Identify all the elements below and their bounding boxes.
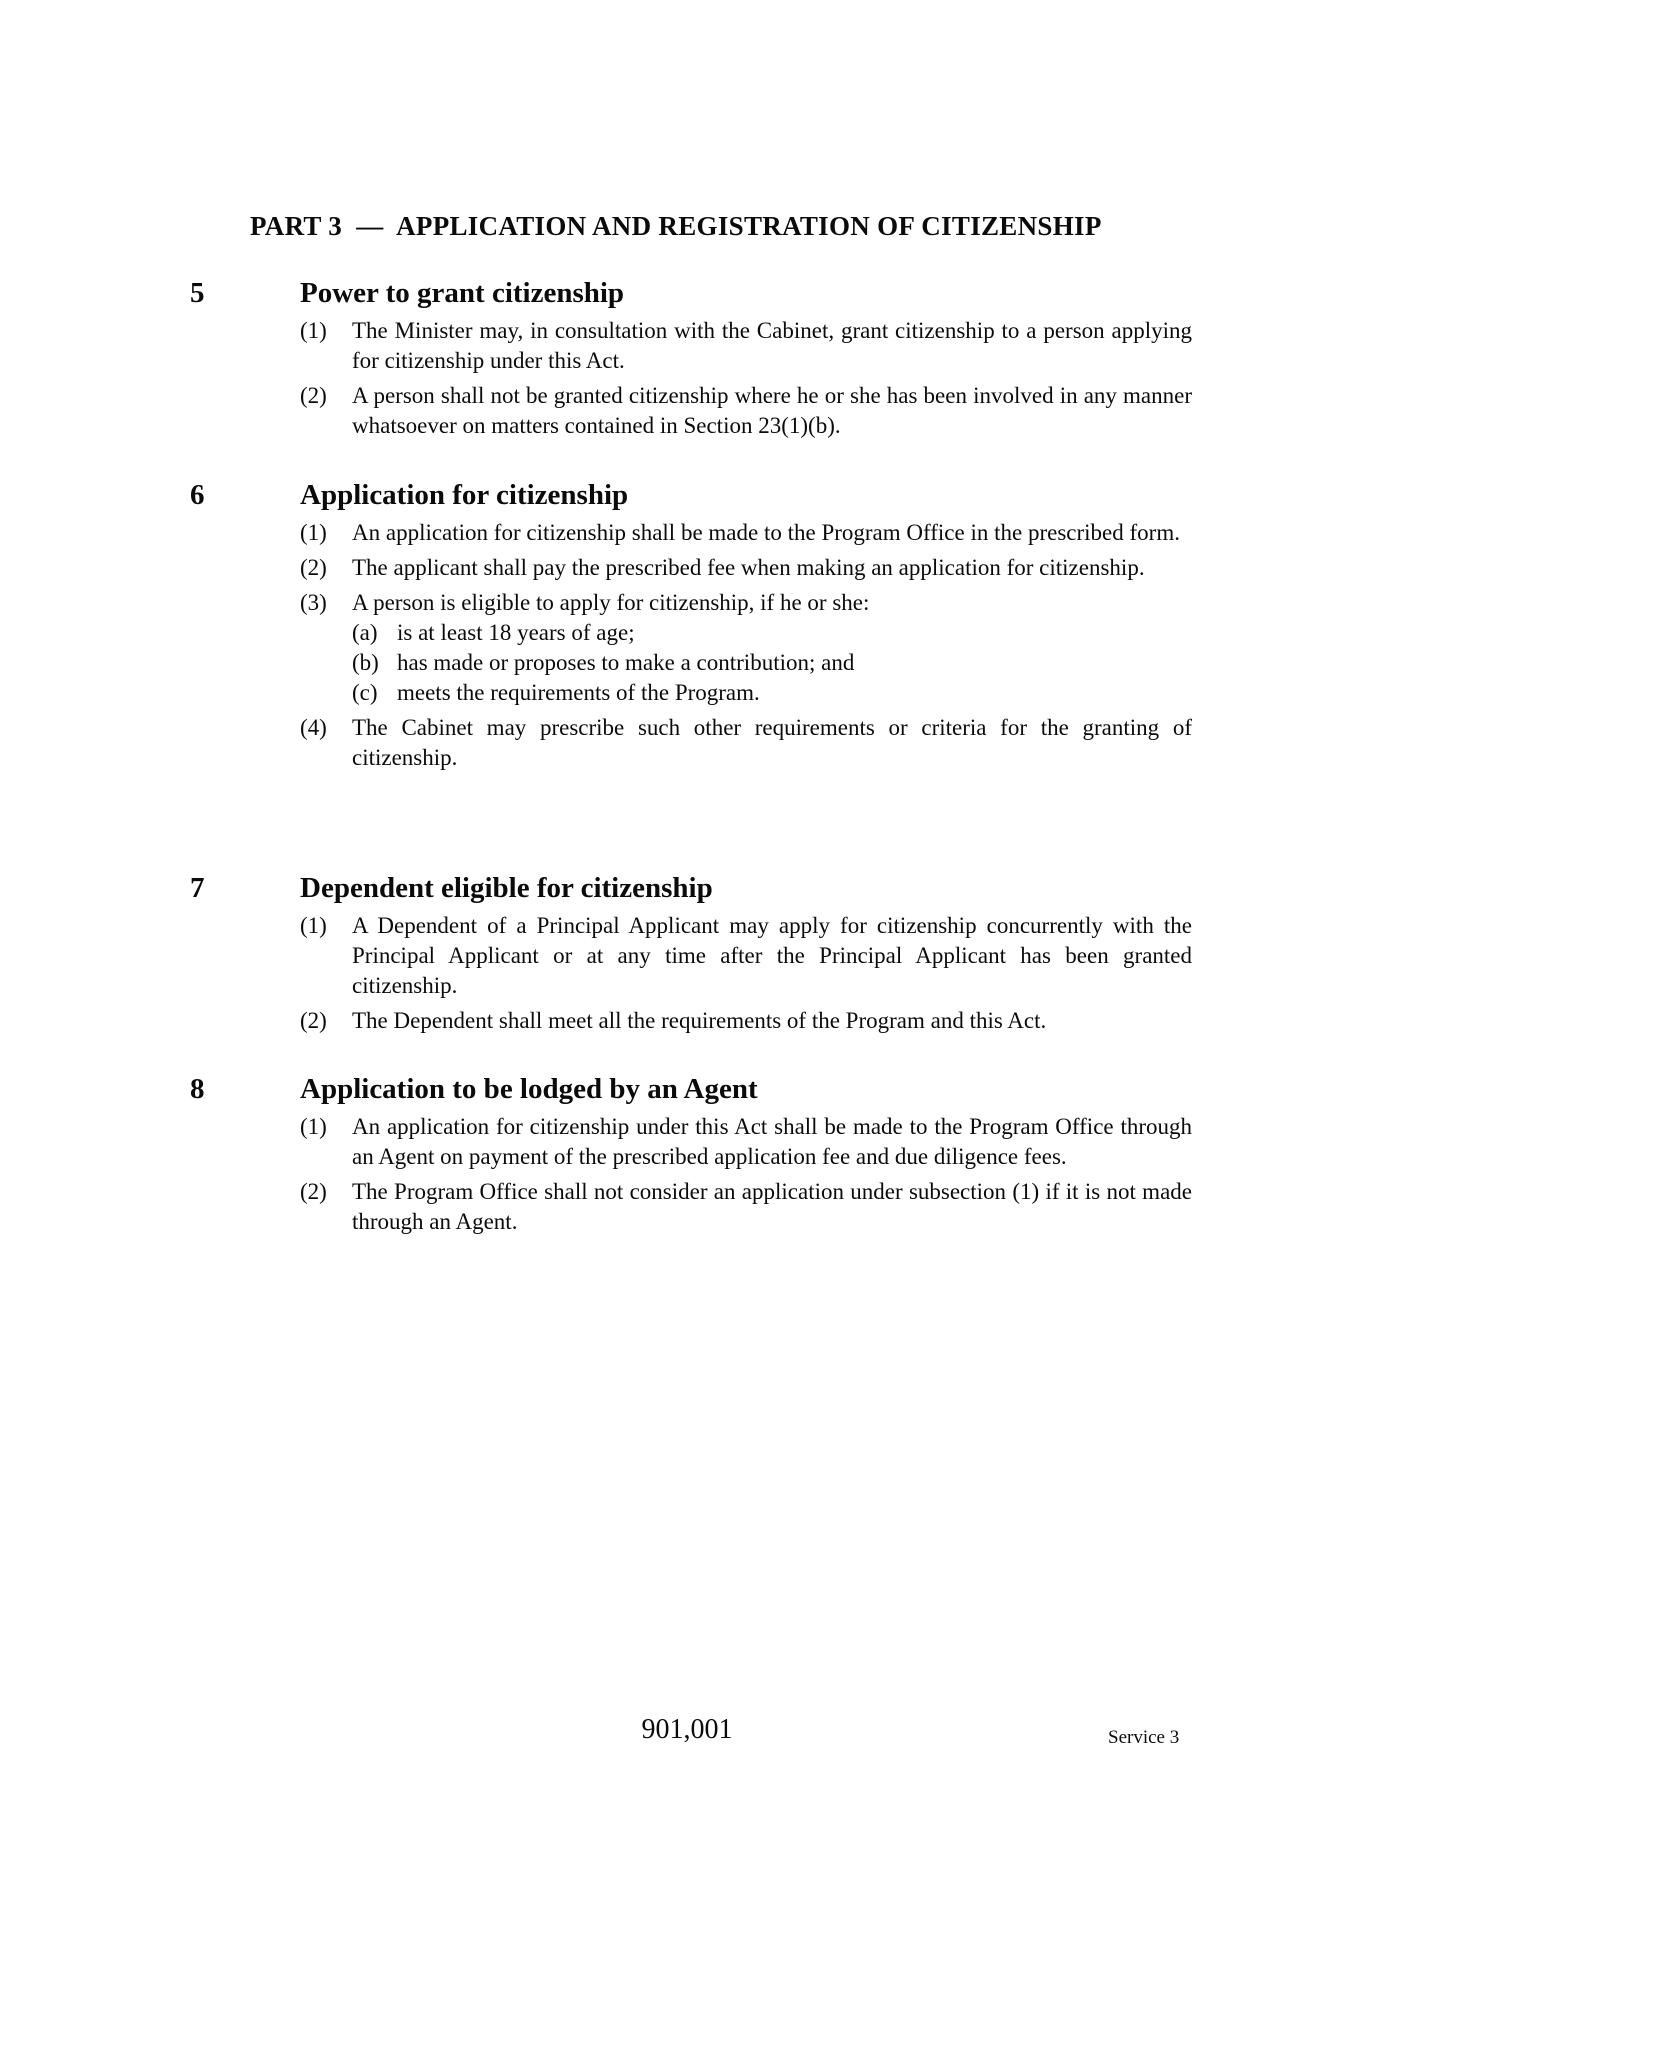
paragraph-text: An application for citizenship under this Act shall be made to the Program Office through an Agent on payment of the prescribed application fee and due diligence fees. xyxy=(352,1114,1192,1169)
section-paragraphs xyxy=(300,911,1192,1036)
paragraph-text: A person is eligible to apply for citizenship, if he or she: xyxy=(352,590,870,615)
section-number: 7 xyxy=(190,872,205,904)
paragraph-body xyxy=(352,1006,1192,1036)
paragraph-number: (2) xyxy=(300,1008,327,1033)
subitem-text: is at least 18 years of age; xyxy=(397,620,635,645)
paragraph xyxy=(300,1006,1192,1036)
section-paragraphs xyxy=(300,518,1192,773)
subitem-letter: (c) xyxy=(352,680,378,705)
paragraph-body xyxy=(352,553,1192,583)
section-title: Application for citizenship xyxy=(300,479,629,511)
paragraph-body xyxy=(352,911,1192,1001)
paragraph-number: (1) xyxy=(300,318,327,343)
page-number: 901,001 xyxy=(641,1714,733,1745)
part-header: PART 3 — APPLICATION AND REGISTRATION OF CITIZENSHIP xyxy=(250,211,1102,241)
paragraph xyxy=(300,911,1192,1001)
paragraph xyxy=(300,1177,1192,1237)
section-title: Power to grant citizenship xyxy=(300,277,625,309)
section xyxy=(190,871,1192,1036)
subitem-text: has made or proposes to make a contribution; and xyxy=(397,650,855,675)
subitem xyxy=(352,618,1192,648)
section-number: 6 xyxy=(190,479,205,511)
section xyxy=(190,276,1192,441)
subitem-letter: (a) xyxy=(352,620,378,645)
paragraph-number: (2) xyxy=(300,555,327,580)
paragraph-body xyxy=(352,1112,1192,1172)
paragraph-number: (1) xyxy=(300,1114,327,1139)
paragraph-number: (4) xyxy=(300,715,327,740)
paragraph xyxy=(300,316,1192,376)
paragraph xyxy=(300,381,1192,441)
section-title: Application to be lodged by an Agent xyxy=(300,1073,758,1105)
paragraph-body xyxy=(352,518,1192,548)
paragraph xyxy=(300,553,1192,583)
paragraph-text: The Dependent shall meet all the requirements of the Program and this Act. xyxy=(352,1008,1047,1033)
paragraph-number: (1) xyxy=(300,913,327,938)
paragraph xyxy=(300,1112,1192,1172)
section xyxy=(190,478,1192,773)
paragraph-body xyxy=(352,316,1192,376)
paragraph-text: A Dependent of a Principal Applicant may apply for citizenship concurrently with the Principal Applicant or at any time after the Principal Applicant has been granted citizenship. xyxy=(352,913,1192,998)
subitem-letter: (b) xyxy=(352,650,379,675)
paragraph xyxy=(300,713,1192,773)
paragraph-text: A person shall not be granted citizenship where he or she has been involved in any manner whatsoever on matters contained in Section 23(1)(b). xyxy=(352,383,1192,438)
paragraph-text: The Program Office shall not consider an application under subsection (1) if it is not made through an Agent. xyxy=(352,1179,1192,1234)
paragraph-text: The Minister may, in consultation with the Cabinet, grant citizenship to a person applying for citizenship under this Act. xyxy=(352,318,1192,373)
section xyxy=(190,1072,1192,1237)
section-paragraphs xyxy=(300,1112,1192,1237)
paragraph-body xyxy=(352,381,1192,441)
section-paragraphs xyxy=(300,316,1192,441)
paragraph xyxy=(300,588,1192,708)
paragraph-text: An application for citizenship shall be made to the Program Office in the prescribed form. xyxy=(352,520,1180,545)
subitem xyxy=(352,648,1192,678)
paragraph-number: (2) xyxy=(300,383,327,408)
subitem xyxy=(352,678,1192,708)
paragraph-number: (3) xyxy=(300,590,327,615)
service-label: Service 3 xyxy=(1108,1727,1180,1748)
paragraph xyxy=(300,518,1192,548)
section-number: 8 xyxy=(190,1073,205,1105)
paragraph-body xyxy=(352,588,1192,708)
section-number: 5 xyxy=(190,277,205,309)
paragraph-number: (1) xyxy=(300,520,327,545)
paragraph-body xyxy=(352,1177,1192,1237)
paragraph-body xyxy=(352,713,1192,773)
paragraph-text: The applicant shall pay the prescribed fee when making an application for citizenship. xyxy=(352,555,1145,580)
paragraph-text: The Cabinet may prescribe such other requirements or criteria for the granting of citizenship. xyxy=(352,715,1192,770)
paragraph-subitems xyxy=(352,618,1192,708)
paragraph-number: (2) xyxy=(300,1179,327,1204)
section-title: Dependent eligible for citizenship xyxy=(300,872,713,904)
subitem-text: meets the requirements of the Program. xyxy=(397,680,760,705)
